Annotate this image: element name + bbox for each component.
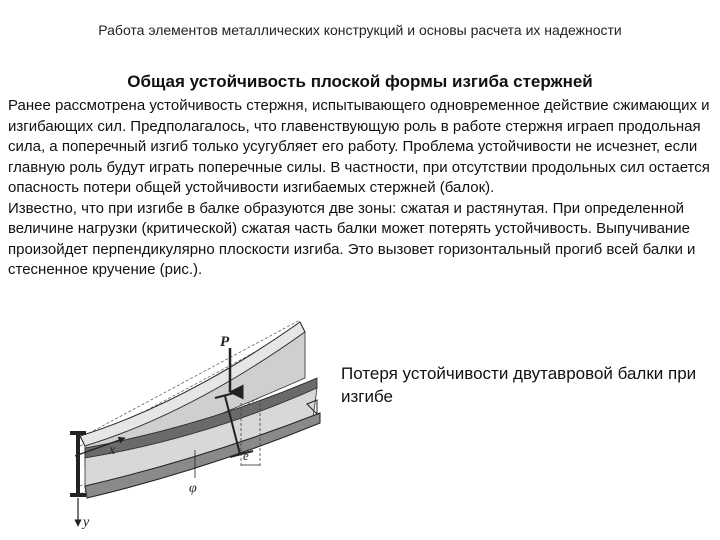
paragraph-1: Ранее рассмотрена устойчивость стержня, испытывающего одновременное действие сжимающих и изгибающих сил. Предполагалось, что главенствующую роль в работе стержня играеп продольная сила, а поперечный изгиб только усугубляет его работу. Проблема устойчивости не исчезнет, если главную роль будут играть поперечные силы. В частности, при отсутствии продольных сил остается опасность потери общей устойчивости изгибаемых стержней (балок). (8, 97, 710, 196)
load-label: P (220, 334, 230, 350)
eccentricity-label: e (243, 448, 249, 463)
slide-header: Работа элементов металлических конструкций и основы расчета их надежности (98, 22, 622, 38)
beam-buckling-figure (55, 318, 345, 533)
beam-diagram (55, 318, 345, 533)
y-axis-label: y (83, 515, 90, 530)
angle-label: φ (189, 481, 197, 496)
body-text (8, 96, 714, 281)
paragraph-2: Известно, что при изгибе в балке образуются две зоны: сжатая и растянутая. При определенной величине нагрузки (критической) сжатая часть балки может потерять устойчивость. Выпучивание произойдет перпендикулярно плоскости изгиба. Это вызовет горизонтальный прогиб всей балки и стесненное кручение (рис.). (8, 199, 696, 278)
slide-subtitle: Общая устойчивость плоской формы изгиба стержней (127, 72, 593, 91)
x-axis-label: x (109, 443, 116, 458)
figure-caption: Потеря устойчивости двутавровой балки при изгибе (341, 364, 697, 406)
